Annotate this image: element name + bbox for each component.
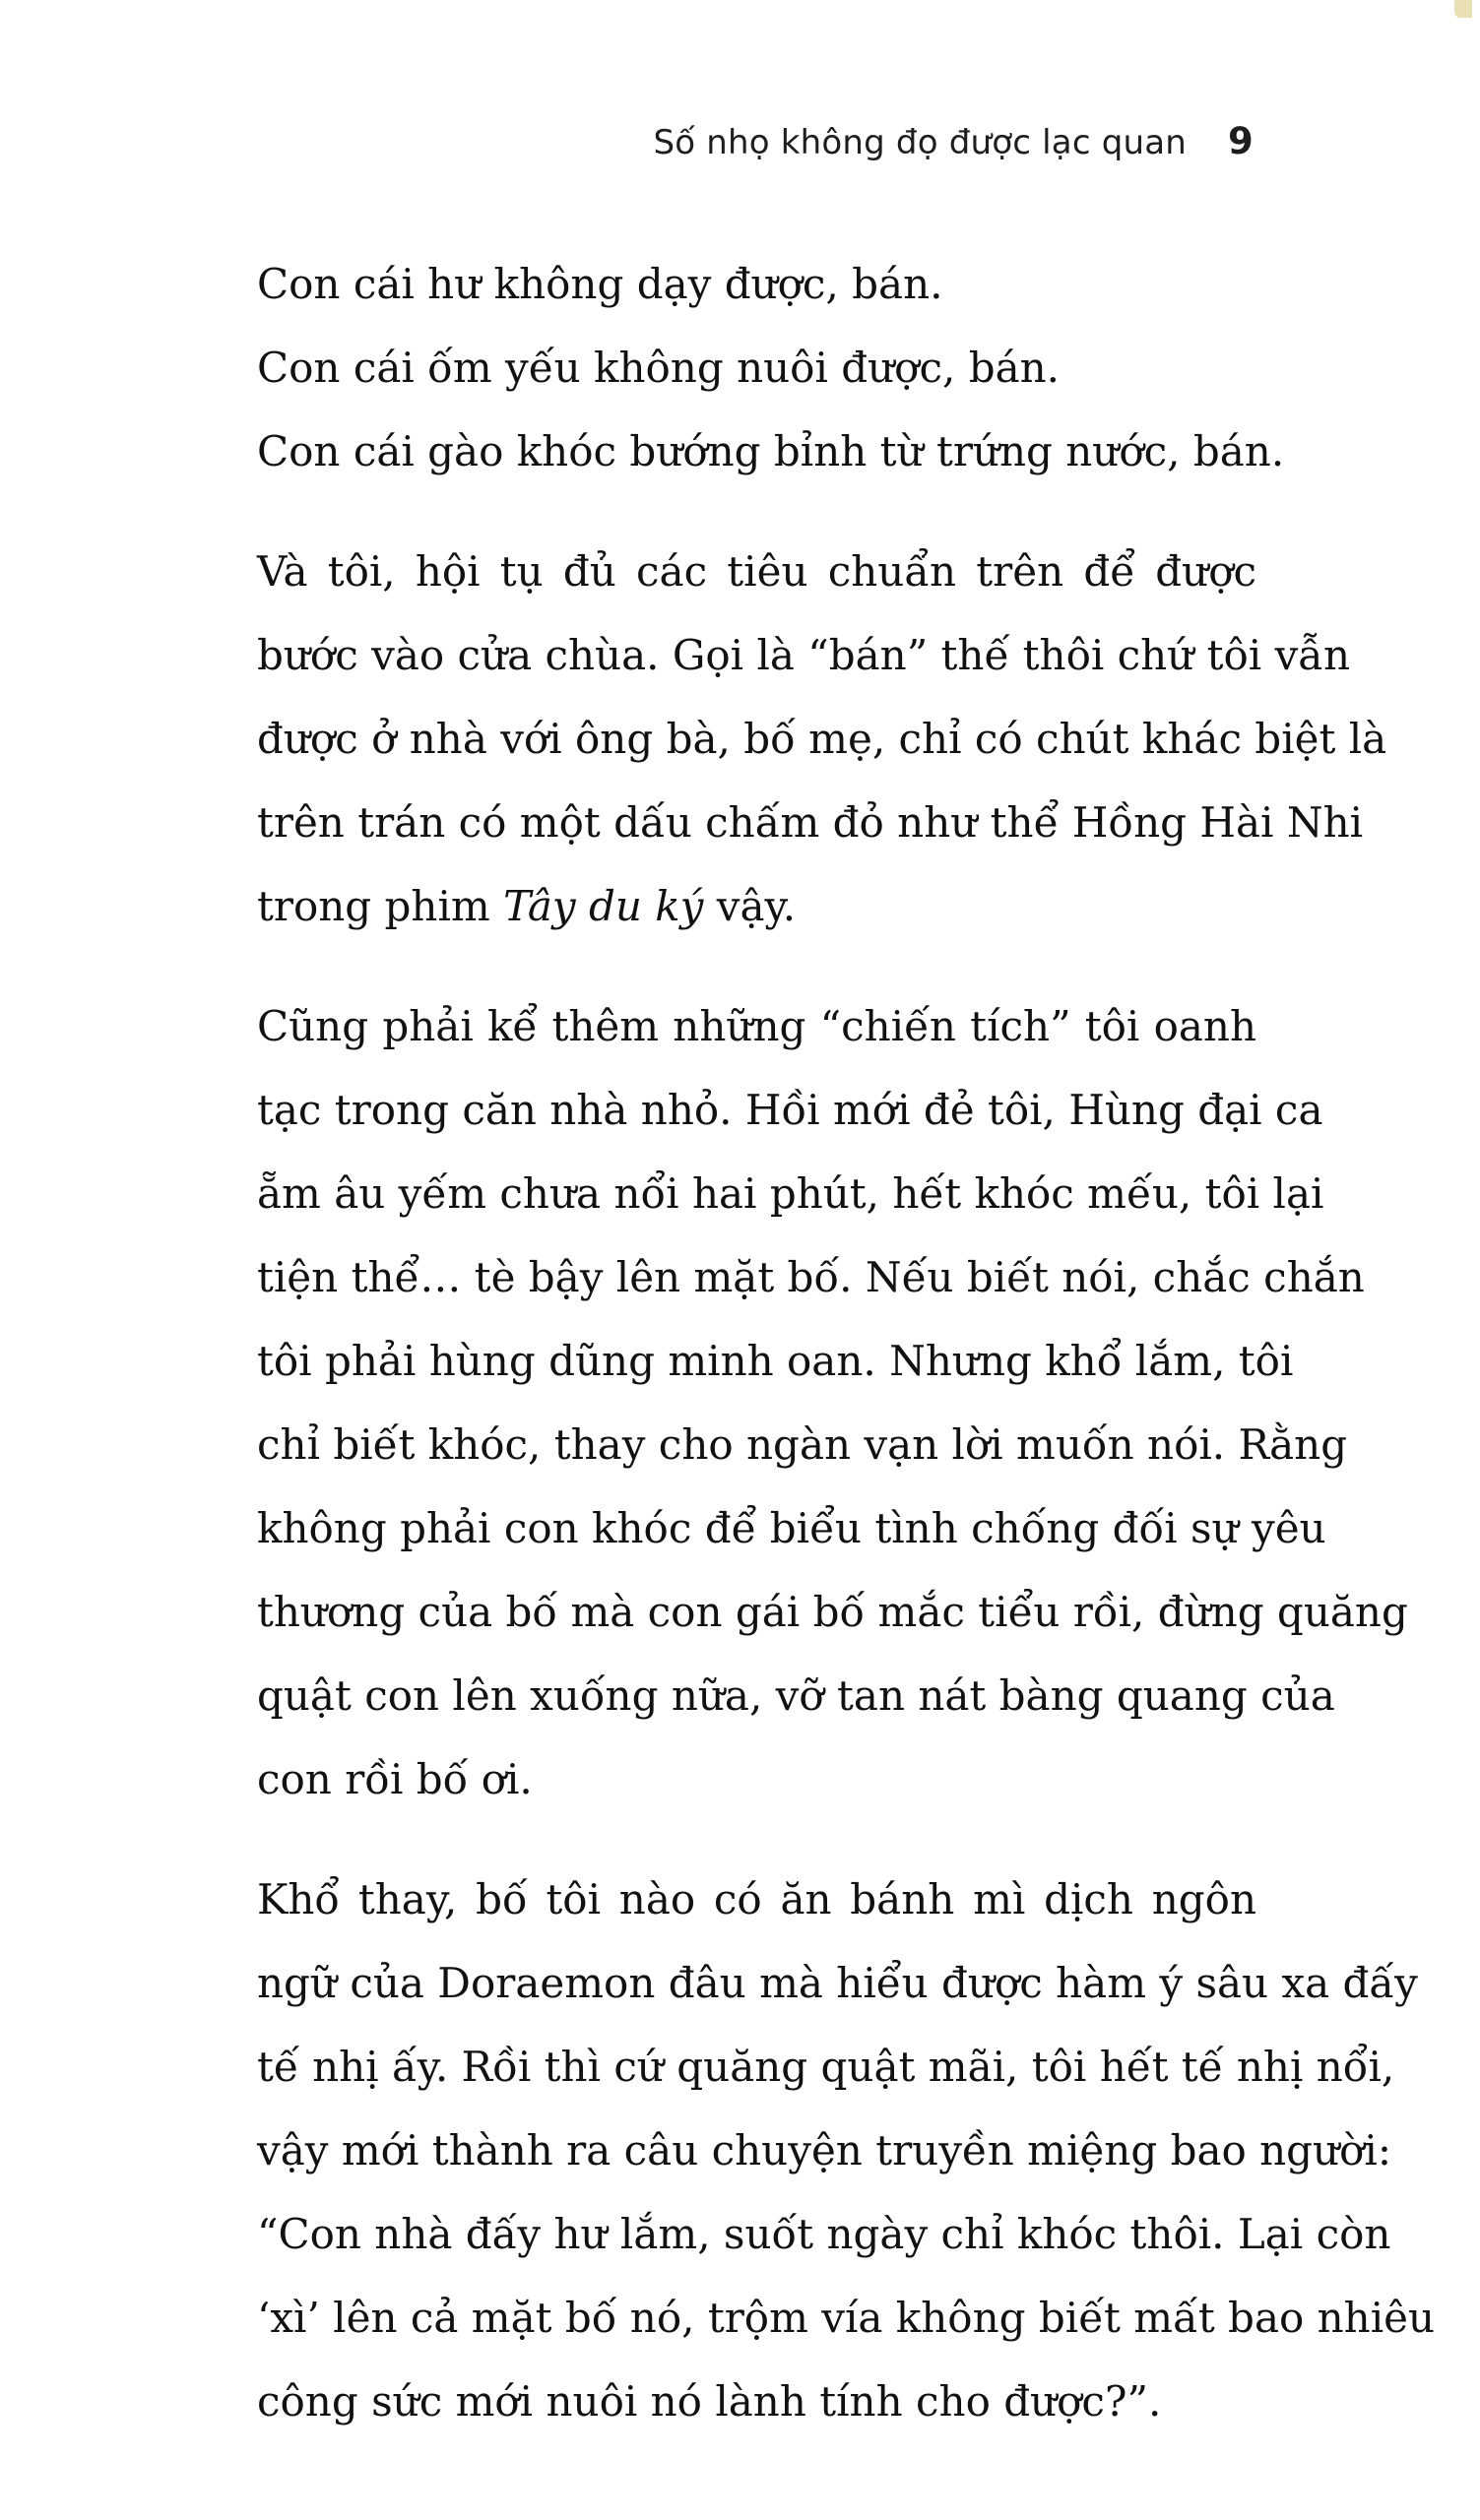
text-line: thương của bố mà con gái bố mắc tiểu rồi, đừng quăng <box>257 1588 1408 1636</box>
text-line: vậy mới thành ra câu chuyện truyền miệng bao người: <box>257 2126 1391 2174</box>
paragraph-gap <box>257 948 1256 984</box>
text-line: trên trán có một dấu chấm đỏ như thể Hồng Hài Nhi <box>257 798 1364 847</box>
text-line: chỉ biết khóc, thay cho ngàn vạn lời muốn nói. Rằng <box>257 1420 1348 1469</box>
text-line: Con cái gào khóc bướng bỉnh từ trứng nước, bán. <box>257 427 1285 475</box>
text-line: Khổ thay, bố tôi nào có ăn bánh mì dịch ngôn <box>257 1875 1256 1923</box>
text-line: quật con lên xuống nữa, vỡ tan nát bàng quang của <box>257 1671 1335 1720</box>
page-edge-mark <box>1454 0 1472 18</box>
text-line: tạc trong căn nhà nhỏ. Hồi mới đẻ tôi, Hùng đại ca <box>257 1086 1323 1134</box>
text-line <box>257 864 1256 948</box>
text-line: tế nhị ấy. Rồi thì cứ quăng quật mãi, tôi hết tế nhị nổi, <box>257 2043 1395 2091</box>
page-number: 9 <box>1228 120 1254 162</box>
text-line: Con cái ốm yếu không nuôi được, bán. <box>257 344 1061 392</box>
book-title-italic: Tây du ký <box>503 882 704 930</box>
text-line: Cũng phải kể thêm những “chiến tích” tôi oanh <box>257 1002 1256 1050</box>
text-line: “Con nhà đấy hư lắm, suốt ngày chỉ khóc thôi. Lại còn <box>257 2210 1391 2258</box>
text-line: bước vào cửa chùa. Gọi là “bán” thế thôi chứ tôi vẫn <box>257 631 1351 679</box>
running-header <box>653 120 1254 162</box>
text-line: Và tôi, hội tụ đủ các tiêu chuẩn trên để được <box>257 547 1256 596</box>
text-line: Con cái hư không dạy được, bán. <box>257 260 943 308</box>
paragraph-gap <box>257 1821 1256 1858</box>
text-line: công sức mới nuôi nó lành tính cho được?”. <box>257 2377 1162 2426</box>
paragraph-gap <box>257 493 1256 530</box>
page-text <box>257 242 1436 2443</box>
text-line: con rồi bố ơi. <box>257 1755 533 1803</box>
text-line: ‘xì’ lên cả mặt bố nó, trộm vía không biết mất bao nhiêu <box>257 2294 1436 2342</box>
text-fragment: vậy. <box>703 882 797 930</box>
text-line: ngữ của Doraemon đâu mà hiểu được hàm ý sâu xa đấy <box>257 1959 1418 2007</box>
text-line: tôi phải hùng dũng minh oan. Nhưng khổ lắm, tôi <box>257 1337 1294 1385</box>
chapter-title: Số nhọ không đọ được lạc quan <box>653 123 1188 162</box>
text-line: tiện thể… tè bậy lên mặt bố. Nếu biết nói, chắc chắn <box>257 1253 1365 1301</box>
text-fragment: trong phim <box>257 882 504 930</box>
text-line: được ở nhà với ông bà, bố mẹ, chỉ có chút khác biệt là <box>257 715 1387 763</box>
text-line: không phải con khóc để biểu tình chống đối sự yêu <box>257 1504 1326 1552</box>
text-line: ẵm âu yếm chưa nổi hai phút, hết khóc mếu, tôi lại <box>257 1169 1324 1218</box>
